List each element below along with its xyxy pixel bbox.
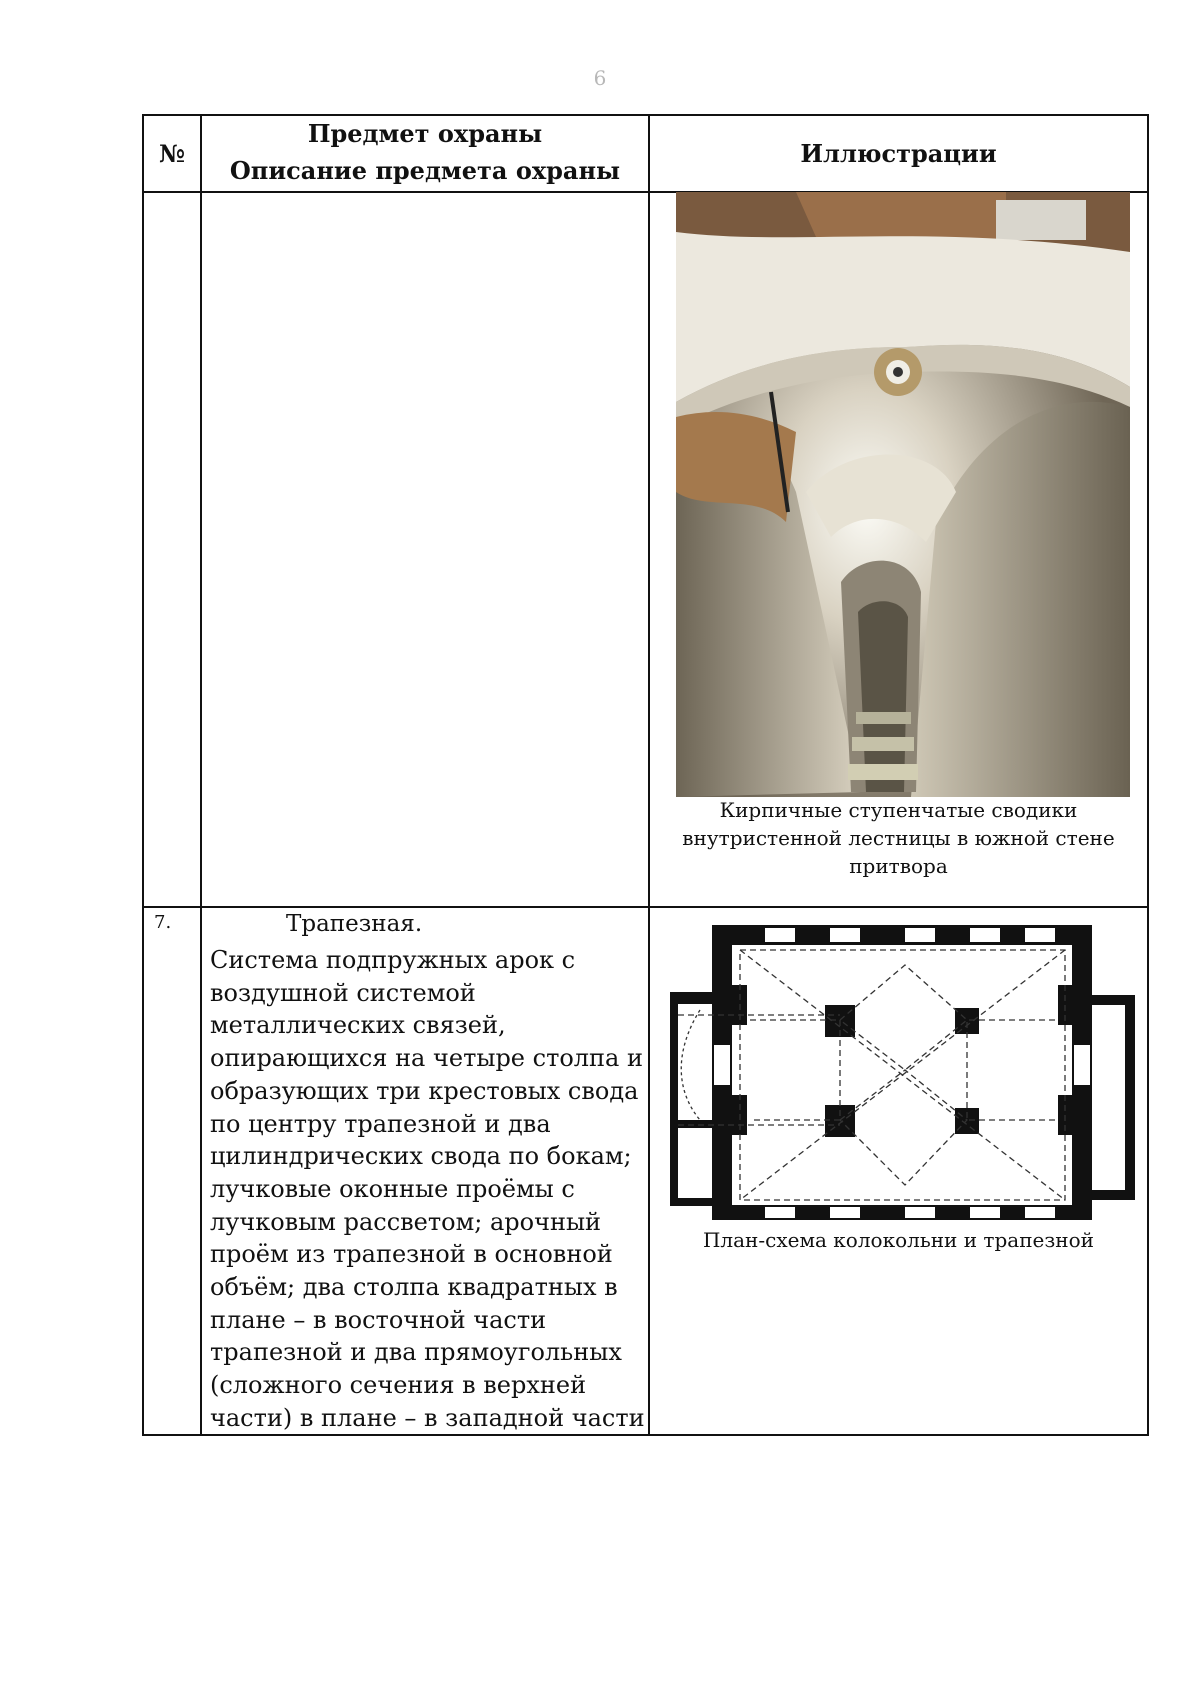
header-subject-line2: Описание предмета охраны <box>229 156 621 185</box>
header-subject-line1: Предмет охраны <box>307 119 543 148</box>
photo-caption-line: внутристенной лестницы в южной стене <box>682 826 1115 850</box>
plan-caption-line: План-схема колокольни и трапезной <box>702 1228 1094 1252</box>
floor-plan-drawing <box>670 920 1138 1220</box>
staircase-photo <box>676 192 1130 797</box>
header-subject <box>202 115 648 189</box>
header-illustrations: Иллюстрации <box>800 139 997 168</box>
header-number: № <box>158 139 186 168</box>
subject-title: Трапезная. <box>286 911 423 937</box>
photo-caption-line: Кирпичные ступенчатые сводики <box>719 798 1078 822</box>
row-number: 7. <box>154 912 172 933</box>
page-number: 6 <box>593 66 607 90</box>
photo-caption-line: притвора <box>849 854 948 878</box>
photo-caption <box>650 796 1147 880</box>
subject-description: Система подпружных арок с воздушной системой металлических связей, опирающихся на четыре столпа и образующих три крестовых свода по центру трапезной и два цилиндрических свода по бокам; лучковые оконные проёмы с лучковым рассветом; арочный проём из трапезной в основной объём; два столпа квадратных в плане – в восточной части трапезной и два прямоугольных (сложного сечения в верхней части) в плане – в западной части <box>210 946 645 1432</box>
plan-caption <box>650 1226 1147 1254</box>
